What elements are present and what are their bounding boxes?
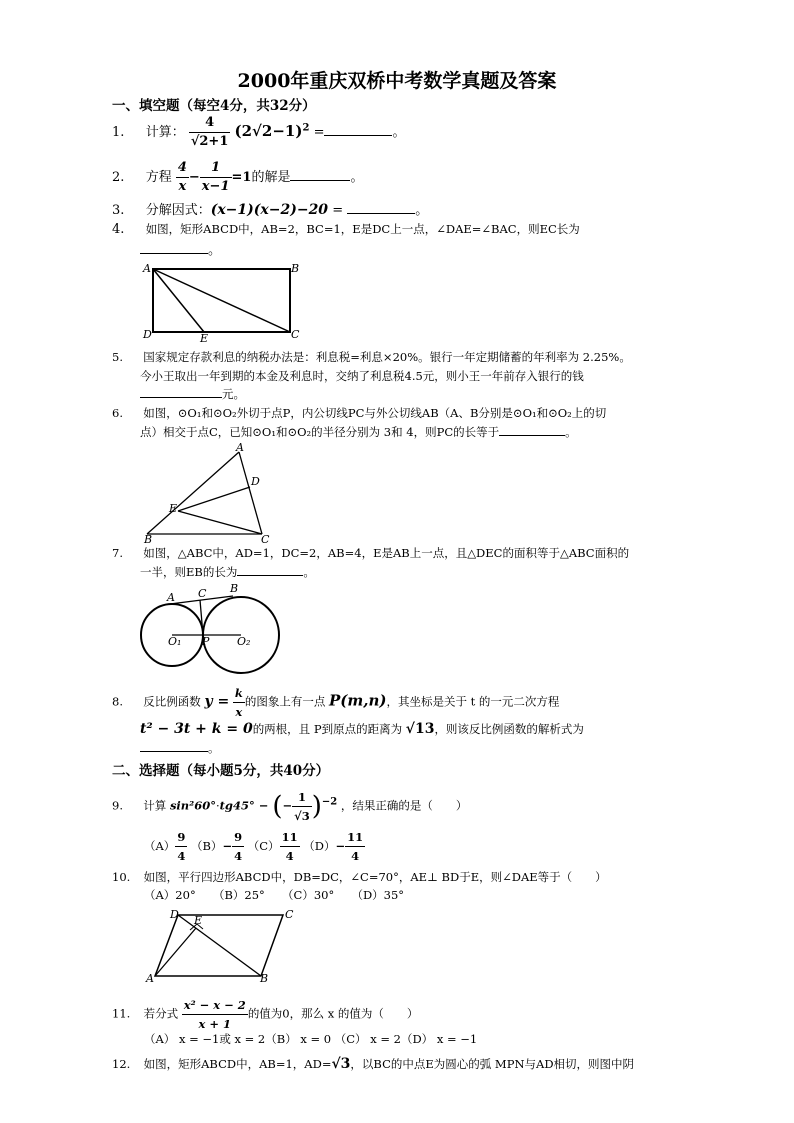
label-C: C — [291, 328, 300, 341]
question-number: 3. — [112, 203, 125, 218]
label-B: B — [230, 582, 239, 595]
math-expression: t² − 3t + k = 0 — [140, 721, 253, 737]
answer-blank — [347, 213, 415, 214]
question-11-options: （A） x = −1或 x = 2（B） x = 0 （C） x = 2（D） x = −1 — [144, 1032, 478, 1046]
question-8: 8. 反比例函数 y = $\frac{k}{x}$ 的图象上有一点 P(m,n)，其坐标是关于 t 的一元二次方程 — [112, 686, 560, 719]
fraction: $\frac{4}{x}$ — [177, 160, 187, 194]
fraction: $\frac{\text{x² − x − 2}}{x + 1}$ — [183, 998, 246, 1031]
question-5-line2: 今小王取出一年到期的本金及利息时，交纳了利息税4.5元，则小王一年前存入银行的钱 — [140, 369, 584, 383]
fraction: $\frac{11}{4}$ — [347, 830, 364, 863]
label-B: B — [260, 972, 269, 984]
label-A: A — [167, 591, 175, 604]
question-text: 计算： — [145, 125, 185, 140]
figure-triangle-abc — [138, 442, 278, 544]
answer-blank — [324, 135, 392, 136]
question-6-line2: 点）相交于点C，已知⊙O₁和⊙O₂的半径分别为 3和 4，则PC的长等于 。 — [140, 425, 577, 439]
question-number: 4. — [112, 222, 125, 237]
point-expression: P(m,n) — [328, 691, 387, 710]
label-E: E — [169, 502, 178, 515]
label-D: D — [170, 908, 179, 921]
question-number: 2. — [112, 170, 125, 185]
question-number: 12. — [112, 1057, 131, 1071]
question-2: 2. 方程 $\frac{4}{x}$ − $\frac{1}{x-1}$ =1的解是 。 — [112, 160, 364, 194]
label-O1: O₁ — [168, 635, 182, 648]
figure-tangent-circles — [138, 582, 280, 674]
label-B: B — [291, 262, 300, 275]
question-10: 10. 如图，平行四边形ABCD中，DB=DC，∠C=70°，AE⊥ BD于E，则∠DAE等于（ ） — [112, 870, 607, 884]
label-P: P — [202, 635, 210, 648]
section-fill-in-heading: 一、填空题（每空4分，共32分） — [112, 98, 316, 114]
question-number: 11. — [112, 1006, 131, 1021]
page-title: 2000年重庆双桥中考数学真题及答案 — [237, 70, 557, 92]
question-number: 10. — [112, 870, 131, 884]
label-A: A — [143, 262, 151, 275]
label-D: D — [143, 328, 152, 341]
question-1: 1. 计算： $\frac{4}{√2+1}$ $(2√2-1)^2$ = 。 — [112, 115, 406, 149]
question-10-options: （A）20° （B）25° （C）30° （D）35° — [144, 888, 405, 902]
question-number: 7. — [112, 546, 123, 560]
question-number: 5. — [112, 350, 123, 364]
fraction: $\frac{k}{x}$ — [234, 686, 243, 719]
question-7: 7. 如图，△ABC中，AD=1，DC=2，AB=4，E是AB上一点，且△DEC的面积等于△ABC面积的 — [112, 546, 630, 560]
question-4 — [112, 221, 580, 237]
question-11: 11. 若分式 $\frac{\text{x² − x − 2}}{x + 1}$ 的值为0，那么 x 的值为（ ） — [112, 998, 419, 1031]
section-choice-heading: 二、选择题（每小题5分，共40分） — [112, 763, 330, 779]
option-c[interactable]: （C） $\frac{11}{4}$ — [247, 830, 298, 863]
question-number: 1. — [112, 125, 125, 140]
option-d[interactable]: （D）− $\frac{11}{4}$ — [303, 830, 364, 863]
question-12: 12. 如图，矩形ABCD中，AB=1，AD=√3，以BC的中点E为圆心的弧 MPN与AD相切，则图中阴 — [112, 1056, 635, 1072]
label-A: A — [236, 442, 244, 454]
label-C: C — [198, 587, 207, 600]
question-9-options — [144, 828, 365, 865]
question-5-line3: 元。 — [140, 386, 245, 402]
answer-blank — [237, 575, 303, 576]
question-3: 3. 分解因式：(x−1)(x−2)−20 = 。 — [112, 202, 429, 218]
fraction: $\frac{4}{√2+1}$ — [190, 115, 229, 149]
fraction: $\frac{11}{4}$ — [281, 830, 298, 863]
fraction: $\frac{1}{√3}$ — [294, 790, 310, 823]
fraction: $\frac{9}{4}$ — [177, 830, 186, 863]
math-expression: (2√2−1) — [234, 122, 303, 140]
answer-blank — [140, 253, 208, 254]
figure-parallelogram-abcd — [142, 906, 304, 984]
answer-blank — [140, 751, 208, 752]
answer-blank — [499, 435, 565, 436]
question-number: 6. — [112, 406, 123, 420]
fraction: $\frac{1}{x-1}$ — [201, 160, 230, 194]
question-8-line3: 。 — [140, 740, 220, 756]
label-E: E — [200, 332, 209, 344]
answer-blank — [290, 180, 350, 181]
label-E: E — [194, 914, 203, 927]
label-C: C — [261, 533, 270, 544]
label-A: A — [146, 972, 154, 984]
question-number: 9. — [112, 798, 123, 813]
question-4-answer-line: 。 — [140, 239, 221, 258]
figure-rectangle-abcd — [138, 258, 308, 344]
option-b[interactable]: （B）− $\frac{9}{4}$ — [190, 830, 243, 863]
answer-blank — [140, 397, 222, 398]
question-9: 9. 计算 sin²60°·tg45° − (− $\frac{1}{√3}$ )$^{-2}$ ，结果正确的是（ ） — [112, 790, 468, 823]
question-6: 6. 如图，⊙O₁和⊙O₂外切于点P，内公切线PC与外公切线AB（A、B分别是⊙O₁和⊙O₂上的切 — [112, 406, 607, 420]
math-expression: (x−1)(x−2)−20 — [210, 202, 329, 218]
label-B: B — [144, 533, 153, 544]
fraction: $\frac{9}{4}$ — [234, 830, 243, 863]
option-a[interactable]: （A） $\frac{9}{4}$ — [144, 830, 186, 863]
label-O2: O₂ — [237, 635, 251, 648]
question-number: 8. — [112, 694, 123, 709]
question-text: 如图，矩形ABCD中，AB=2，BC=1，E是DC上一点，∠DAE=∠BAC，则EC长为 — [145, 222, 580, 236]
label-C: C — [285, 908, 294, 921]
question-8-line2: t² − 3t + k = 0的两根，且 P到原点的距离为 √13，则该反比例函数的解析式为 — [140, 721, 584, 737]
question-5: 5. 国家规定存款利息的纳税办法是：利息税=利息×20%。银行一年定期储蓄的年利率为 2.25%。 — [112, 350, 631, 364]
question-7-line2: 一半，则EB的长为 。 — [140, 565, 315, 579]
label-D: D — [251, 475, 260, 488]
